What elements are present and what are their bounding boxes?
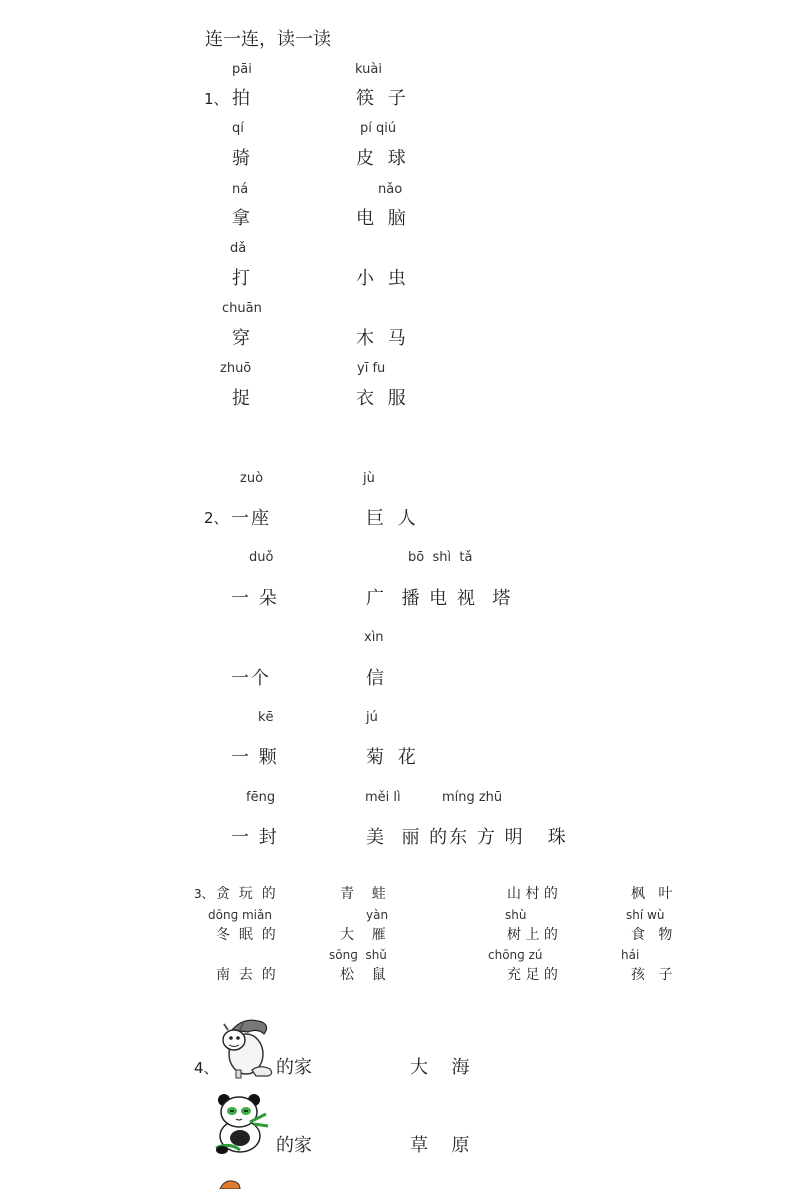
q4-label-2: 的家 — [276, 1135, 312, 1156]
q3-pinyin2-col4: hái — [621, 948, 640, 962]
q2-right-pinyin-3: xìn — [364, 630, 384, 645]
q1-left-pinyin-4: dǎ — [230, 241, 247, 256]
q4-answer-1: 大 海 — [410, 1057, 474, 1078]
q2-right-word-4: 菊 花 — [366, 747, 420, 768]
q3-row1-col1: 贪 玩 的 — [216, 886, 276, 902]
q1-right-word-2: 皮 球 — [356, 148, 410, 169]
q2-right-word-3: 信 — [366, 668, 386, 689]
q2-right-pinyin-2: bō shì tǎ — [408, 550, 473, 565]
q1-right-word-3: 电 脑 — [356, 208, 410, 229]
q2-right-word-2: 广 播 电 视 塔 — [366, 588, 513, 609]
goat-cartoon-icon — [214, 1012, 276, 1080]
q2-right-word-5: 美 丽 的东 方 明 珠 — [366, 827, 568, 848]
q1-left-word-6: 捉 — [232, 388, 254, 409]
q3-number: 3、 — [194, 887, 214, 901]
q3-row2-col3: 树 上 的 — [507, 927, 558, 943]
q2-left-pinyin-2: duǒ — [249, 550, 274, 565]
q2-left-word-2: 一 朵 — [231, 588, 279, 609]
q1-right-word-5: 木 马 — [356, 328, 410, 349]
q1-left-word-3: 拿 — [232, 208, 254, 229]
page-title: 连一连，读一读 — [205, 29, 331, 50]
q3-pinyin2-col2: sōnɡ shǔ — [329, 948, 387, 962]
q2-number: 2、 — [204, 509, 229, 527]
q3-pinyin2-col3: chōnɡ zú — [488, 948, 543, 962]
q3-row2-col1: 冬 眠 的 — [216, 927, 276, 943]
q2-right-word-1: 巨 人 — [366, 508, 420, 529]
q1-left-pinyin-2: qí — [232, 121, 244, 136]
q1-right-pinyin-1: kuài — [355, 62, 382, 77]
q3-pinyin1-col2: yàn — [366, 908, 389, 922]
q1-right-pinyin-3: nǎo — [378, 182, 403, 197]
q1-right-word-6: 衣 服 — [356, 388, 410, 409]
q2-right-pinyin-5: měi lì míng zhū — [365, 790, 503, 805]
q1-left-pinyin-6: zhuō — [220, 361, 252, 376]
q3-row1-col4: 枫 叶 — [631, 886, 673, 902]
q3-row2-col4: 食 物 — [631, 927, 673, 943]
q2-left-pinyin-5: fēng — [246, 790, 276, 805]
q1-number: 1、 — [204, 90, 229, 108]
q3-row3-col4: 孩 子 — [631, 967, 673, 983]
q1-right-word-4: 小 虫 — [356, 268, 410, 289]
q3-pinyin1-col1: dōnɡ miǎn — [208, 908, 272, 922]
q2-left-word-3: 一个 — [231, 668, 271, 689]
q1-left-pinyin-1: pāi — [232, 62, 252, 77]
q1-right-word-1: 筷 子 — [356, 88, 410, 109]
q2-right-pinyin-4: jú — [366, 710, 378, 725]
q1-right-pinyin-2: pí qiú — [360, 121, 397, 136]
q1-left-word-4: 打 — [232, 268, 254, 289]
q1-right-pinyin-6: yī fu — [357, 361, 386, 376]
q3-row3-col3: 充 足 的 — [507, 967, 558, 983]
partial-cartoon-icon — [218, 1174, 242, 1185]
q4-label-1: 的家 — [276, 1057, 312, 1078]
q2-right-pinyin-1: jù — [363, 471, 375, 486]
q3-row1-col3: 山 村 的 — [507, 886, 558, 902]
q3-pinyin1-col3: shù — [505, 908, 527, 922]
q1-left-word-1: 拍 — [232, 88, 254, 109]
q3-pinyin1-col4: shí wù — [626, 908, 665, 922]
q2-left-pinyin-4: kē — [258, 710, 274, 725]
q1-left-word-5: 穿 — [232, 328, 254, 349]
q2-left-word-4: 一 颗 — [231, 747, 279, 768]
q3-row1-col2: 青 蛙 — [340, 886, 386, 902]
q2-left-word-5: 一 封 — [231, 827, 279, 848]
q3-row2-col2: 大 雁 — [340, 927, 386, 943]
q4-answer-2: 草 原 — [410, 1135, 474, 1156]
q3-row3-col1: 南 去 的 — [216, 967, 276, 983]
q1-left-pinyin-5: chuān — [222, 301, 262, 316]
q1-left-word-2: 骑 — [232, 148, 254, 169]
q2-left-pinyin-1: zuò — [240, 471, 264, 486]
q3-row3-col2: 松 鼠 — [340, 967, 386, 983]
q2-left-word-1: 一座 — [231, 508, 271, 529]
q4-number: 4、 — [194, 1059, 219, 1077]
q1-left-pinyin-3: ná — [232, 182, 249, 197]
panda-cartoon-icon — [210, 1092, 272, 1156]
